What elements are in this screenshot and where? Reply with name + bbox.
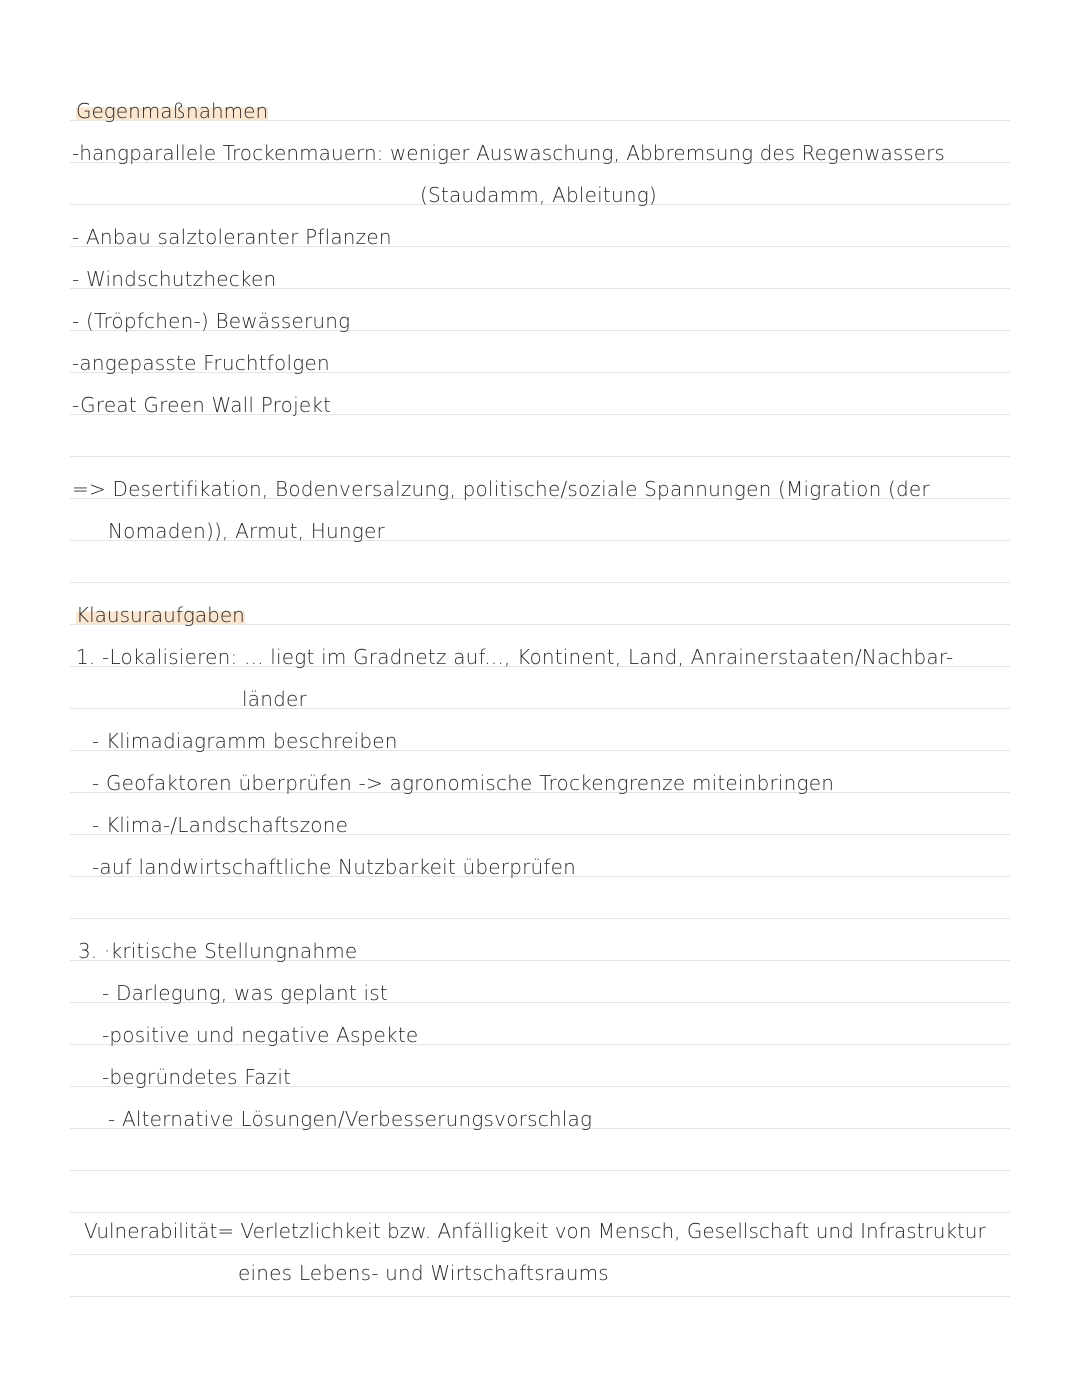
task-line: - Geofaktoren überprüfen -> agronomische Trockengrenze miteinbringen <box>92 771 835 795</box>
ruled-line <box>70 1212 1010 1213</box>
note-line: Nomaden)), Armut, Hunger <box>108 519 385 543</box>
task-line: länder <box>242 687 307 711</box>
note-line: - Anbau salztoleranter Pflanzen <box>72 225 392 249</box>
note-line: -hangparallele Trockenmauern: weniger Auswaschung, Abbremsung des Regenwassers <box>72 141 945 165</box>
note-line: -Great Green Wall Projekt <box>72 393 332 417</box>
task-line: - Alternative Lösungen/Verbesserungsvorschlag <box>108 1107 593 1131</box>
task-line: 1. -Lokalisieren: ... liegt im Gradnetz auf..., Kontinent, Land, Anrainerstaaten/Nachbar- <box>76 645 954 669</box>
ruled-line <box>70 1254 1010 1255</box>
heading-text: Klausuraufgaben <box>76 603 245 627</box>
note-line: -angepasste Fruchtfolgen <box>72 351 330 375</box>
ruled-line <box>70 1170 1010 1171</box>
task-line: - Klimadiagramm beschreiben <box>92 729 398 753</box>
ruled-line <box>70 582 1010 583</box>
ruled-line <box>70 918 1010 919</box>
definition-line: Vulnerabilität= Verletzlichkeit bzw. Anfälligkeit von Mensch, Gesellschaft und Infrastruktur <box>84 1219 986 1243</box>
section-heading <box>72 602 249 628</box>
ruled-line <box>70 708 1010 709</box>
task-line: - Darlegung, was geplant ist <box>102 981 388 1005</box>
note-line: (Staudamm, Ableitung) <box>420 183 657 207</box>
note-line: - Windschutzhecken <box>72 267 277 291</box>
task-line: - Klima-/Landschaftszone <box>92 813 349 837</box>
task-line: -positive und negative Aspekte <box>102 1023 419 1047</box>
ruled-line <box>70 1296 1010 1297</box>
task-line: 3. ·kritische Stellungnahme <box>78 939 358 963</box>
task-line: -auf landwirtschaftliche Nutzbarkeit überprüfen <box>92 855 577 879</box>
task-line: -begründetes Fazit <box>102 1065 292 1089</box>
note-line: => Desertifikation, Bodenversalzung, politische/soziale Spannungen (Migration (der <box>72 477 930 501</box>
section-heading <box>72 98 272 124</box>
heading-text: Gegenmaßnahmen <box>76 99 269 123</box>
note-line: - (Tröpfchen-) Bewässerung <box>72 309 351 333</box>
ruled-line <box>70 456 1010 457</box>
definition-line: eines Lebens- und Wirtschaftsraums <box>238 1261 609 1285</box>
